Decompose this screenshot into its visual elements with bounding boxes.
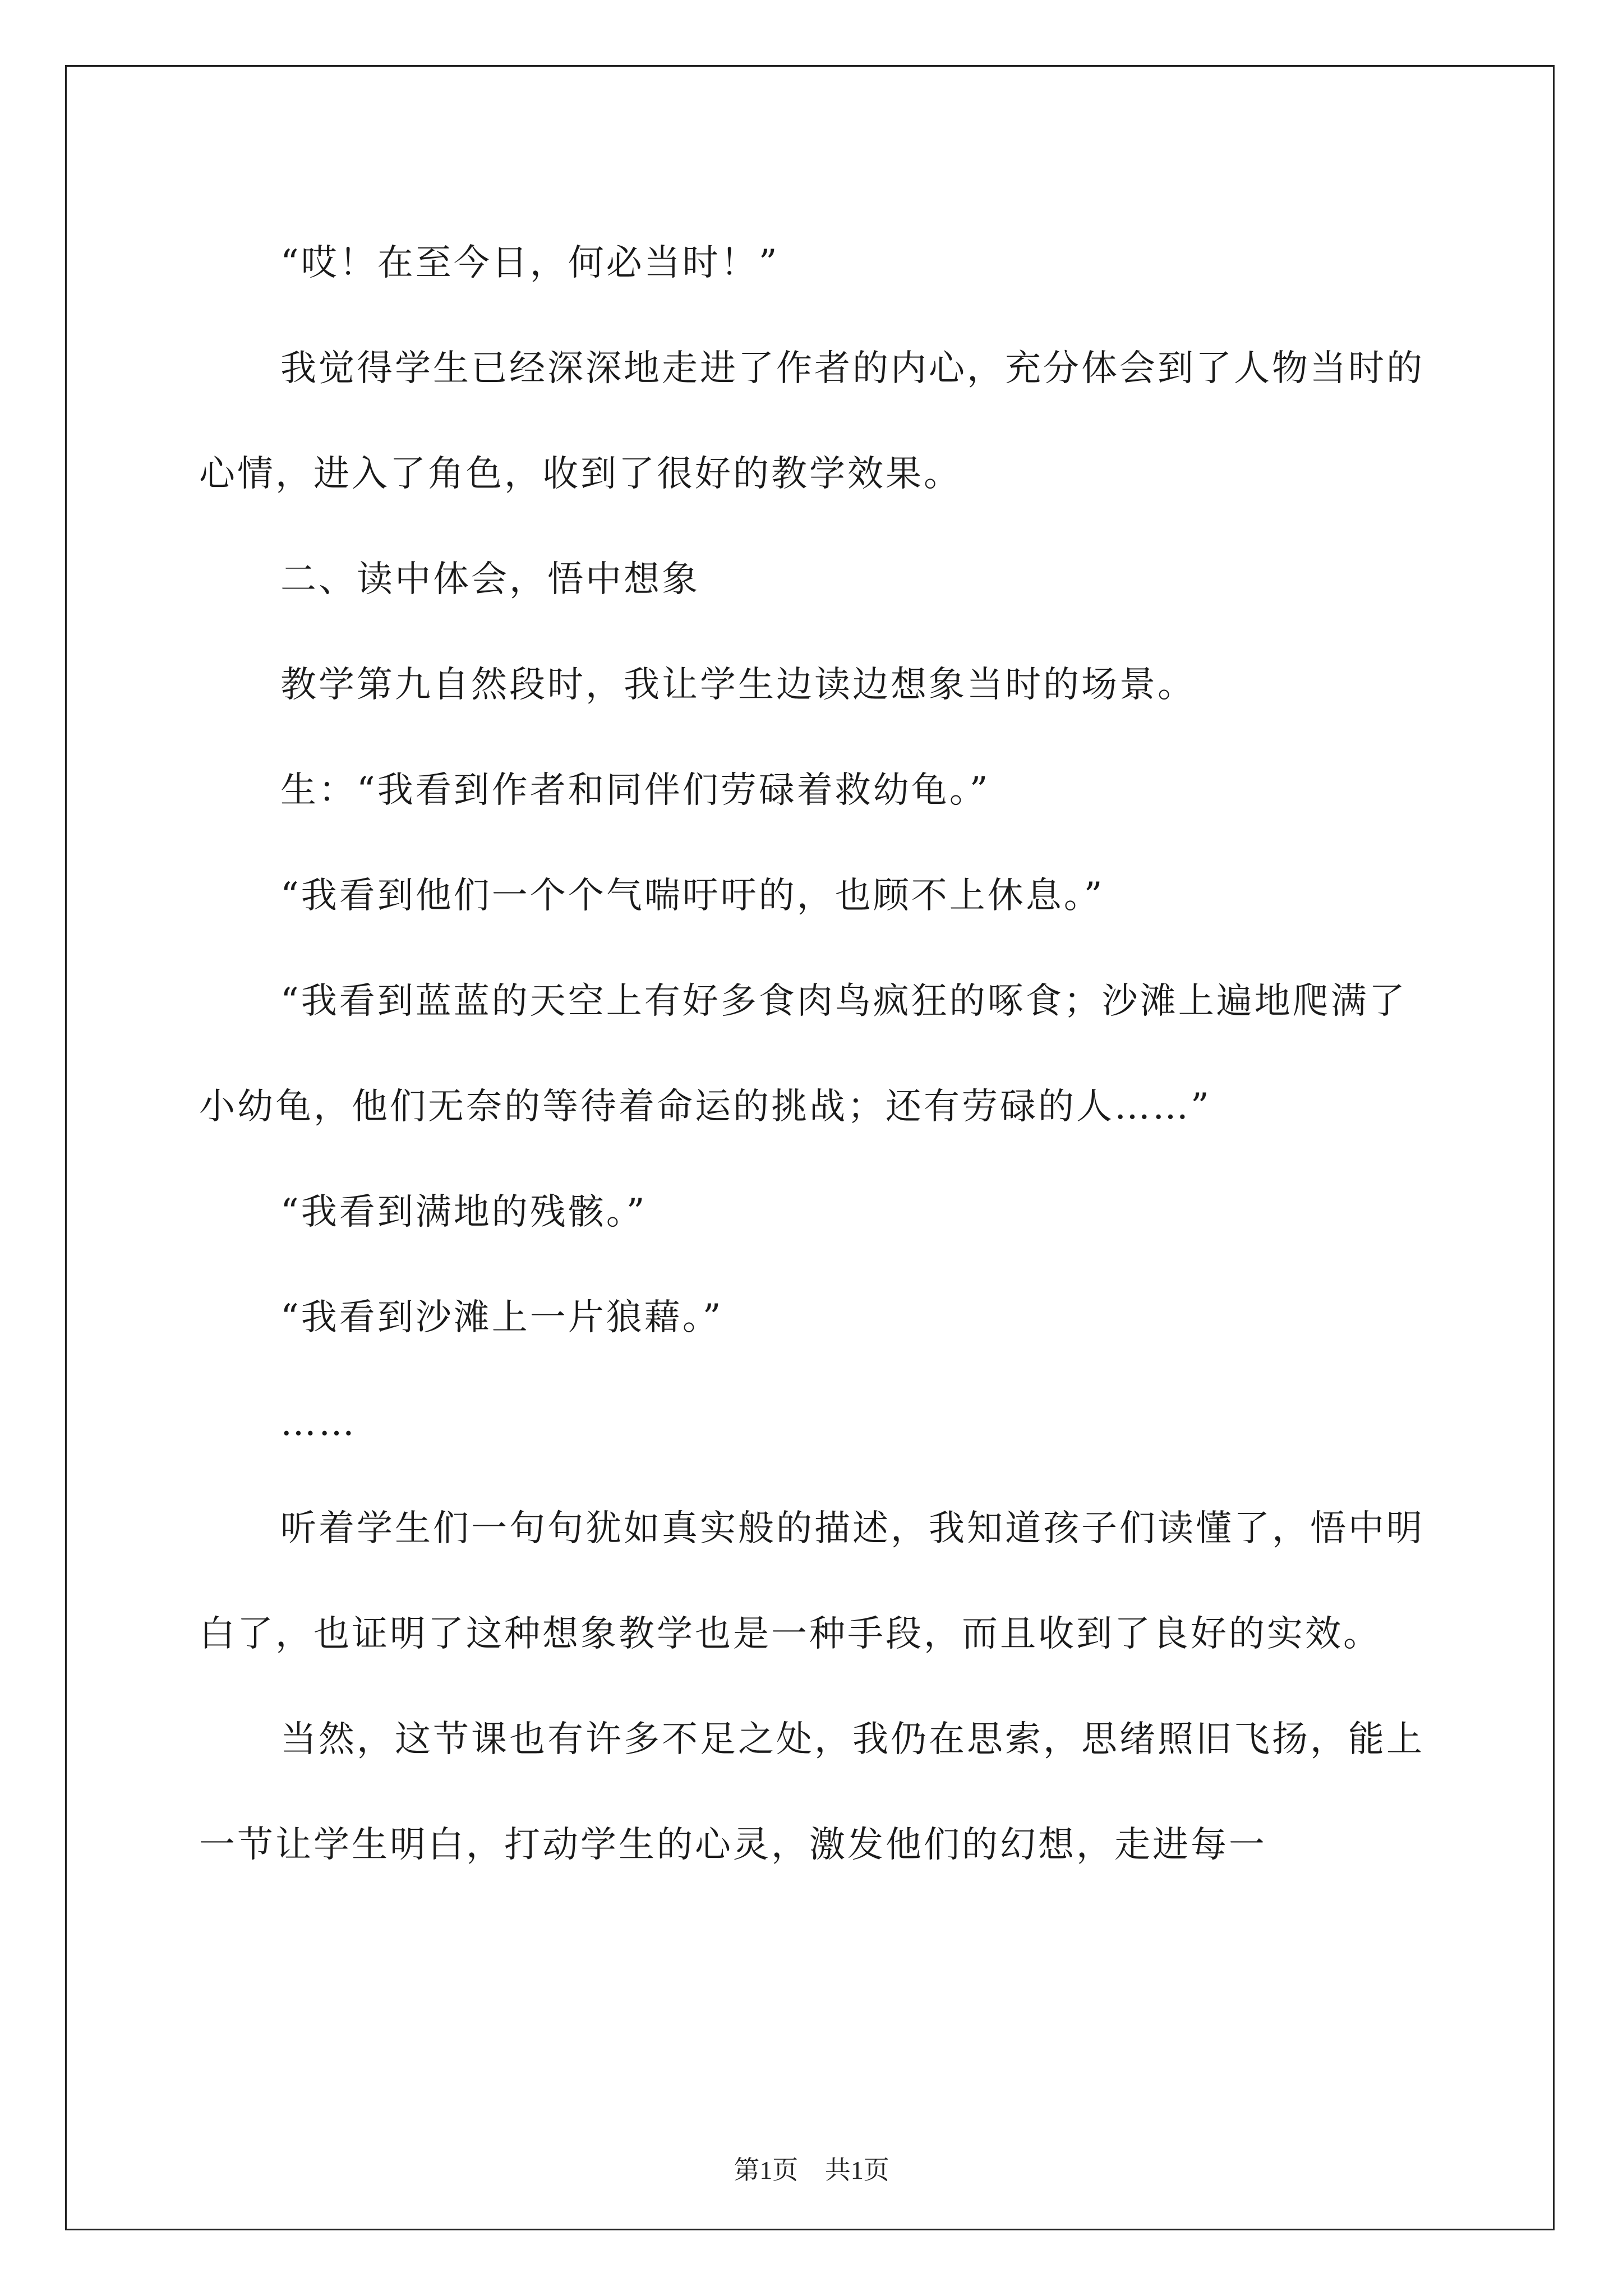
paragraph-1: “哎！在至今日，何必当时！” (280, 242, 780, 284)
page-number-total: 共1页 (824, 2156, 889, 2184)
document-body (199, 210, 1433, 1898)
ellipsis-line: …… (280, 1402, 357, 1444)
paragraph-5: “我看到他们一个个气喘吁吁的，也顾不上休息。” (280, 875, 1105, 917)
paragraph-4: 生：“我看到作者和同伴们劳碌着救幼龟。” (280, 770, 990, 811)
page-footer (0, 2150, 1623, 2187)
paragraph-10: 当然，这节课也有许多不足之处，我仍在思索，思绪照旧飞扬，能上一节让学生明白，打动学生的心灵，激发他们的幻想，走进每一 (199, 1719, 1424, 1866)
paragraph-6: “我看到蓝蓝的天空上有好多食肉鸟疯狂的啄食；沙滩上遍地爬满了小幼龟，他们无奈的等待着命运的挑战；还有劳碌的人……” (199, 981, 1407, 1128)
paragraph-9: 听着学生们一句句犹如真实般的描述，我知道孩子们读懂了，悟中明白了，也证明了这种想象教学也是一种手段，而且收到了良好的实效。 (199, 1508, 1424, 1655)
paragraph-3: 教学第九自然段时，我让学生边读边想象当时的场景。 (280, 664, 1196, 706)
paragraph-2: 我觉得学生已经深深地走进了作者的内心，充分体会到了人物当时的心情，进入了角色，收到了很好的教学效果。 (199, 348, 1424, 495)
page-number-current: 第1页 (734, 2156, 799, 2184)
paragraph-7: “我看到满地的残骸。” (280, 1191, 647, 1233)
section-heading: 二、读中体会，悟中想象 (280, 559, 700, 600)
paragraph-8: “我看到沙滩上一片狼藉。” (280, 1297, 723, 1338)
